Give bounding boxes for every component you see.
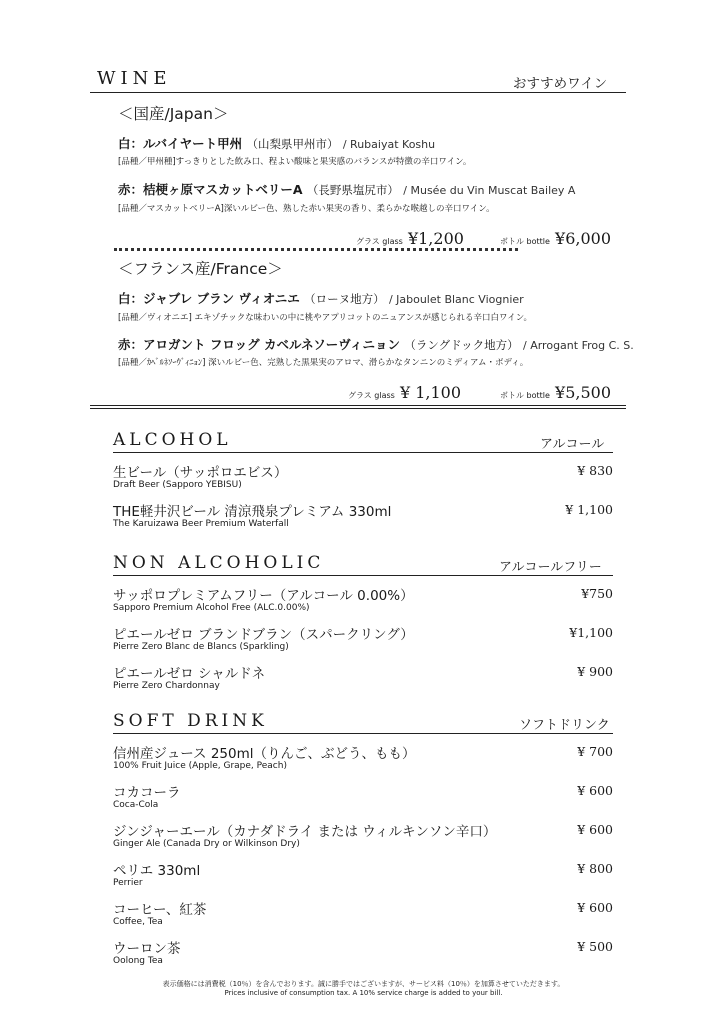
glass-price: ¥ 1,100 bbox=[399, 383, 462, 402]
wine-name: 白：ジャブレ ブラン ヴィオニエ bbox=[118, 291, 300, 306]
menu-item-name: コーヒー、紅茶 bbox=[113, 902, 207, 918]
menu-item-price: ¥ 500 bbox=[577, 939, 613, 954]
non-alcoholic-divider bbox=[113, 575, 613, 576]
menu-item-en: Pierre Zero Blanc de Blancs (Sparkling) bbox=[113, 642, 289, 652]
menu-item-en: Ginger Ale (Canada Dry or Wilkinson Dry) bbox=[113, 839, 300, 849]
wine-desc: [品種／甲州種]すっきりとした飲み口、程よい酸味と果実感のバランスが特徴の辛口ワイン。 bbox=[118, 157, 472, 167]
section-divider bbox=[90, 408, 626, 409]
menu-item-en: Pierre Zero Chardonnay bbox=[113, 681, 220, 691]
japan-heading: ＜国産/Japan＞ bbox=[118, 105, 229, 123]
soft-drink-subtitle: ソフトドリンク bbox=[519, 718, 610, 733]
wine-region: （ローヌ地方） bbox=[304, 292, 385, 306]
menu-item-price: ¥750 bbox=[581, 586, 613, 601]
menu-item-name: ピエールゼロ シャルドネ bbox=[113, 666, 266, 682]
menu-item-price: ¥ 600 bbox=[577, 900, 613, 915]
menu-item-name: コカコーラ bbox=[113, 785, 181, 801]
wine-name: 白：ルバイヤート甲州 bbox=[118, 136, 243, 151]
bottle-label: ボトル bottle bbox=[500, 237, 550, 246]
menu-item-name: 信州産ジュース 250ml（りんご、ぶどう、もも） bbox=[113, 746, 416, 762]
glass-price: ¥1,200 bbox=[407, 229, 464, 248]
bottle-price: ¥6,000 bbox=[555, 229, 612, 248]
menu-item-name: サッポロプレミアムフリー（アルコール 0.00%） bbox=[113, 588, 414, 604]
menu-item-en: Coca-Cola bbox=[113, 800, 159, 810]
japan-bottle-row bbox=[500, 229, 611, 248]
non-alcoholic-subtitle: アルコールフリー bbox=[499, 560, 602, 575]
menu-item-name: ペリエ 330ml bbox=[113, 863, 201, 879]
dotted-divider bbox=[114, 248, 518, 251]
alcohol-title: ALCOHOL bbox=[113, 430, 232, 450]
wine-divider bbox=[90, 92, 626, 93]
menu-item-en: Draft Beer (Sapporo YEBISU) bbox=[113, 480, 242, 490]
wine-item-rubaiyat bbox=[118, 134, 435, 152]
menu-item-price: ¥ 800 bbox=[577, 861, 613, 876]
menu-item-en: Sapporo Premium Alcohol Free (ALC.0.00%) bbox=[113, 603, 310, 613]
menu-item-price: ¥ 900 bbox=[577, 664, 613, 679]
menu-item-price: ¥ 700 bbox=[577, 744, 613, 759]
wine-name-en: / Musée du Vin Muscat Bailey A bbox=[403, 184, 576, 197]
wine-region: （山梨県甲州市） bbox=[246, 137, 339, 151]
france-price-row bbox=[348, 383, 461, 402]
wine-desc: [品種／ｶﾍﾞﾙﾈｿｰｳﾞｨﾆｮﾝ] 深いルビー色、完熟した黒果実のアロマ、滑らかなタンニンのミディアム・ボディ。 bbox=[118, 358, 529, 368]
menu-item-name: 生ビール（サッポロエビス） bbox=[113, 465, 288, 481]
wine-region: （長野県塩尻市） bbox=[306, 183, 399, 197]
menu-item-en: Perrier bbox=[113, 878, 143, 888]
bottle-price: ¥5,500 bbox=[555, 383, 612, 402]
wine-item-arrogant-frog bbox=[118, 335, 634, 353]
menu-item-en: The Karuizawa Beer Premium Waterfall bbox=[113, 519, 289, 529]
menu-item-price: ¥ 600 bbox=[577, 783, 613, 798]
menu-item-price: ¥1,100 bbox=[569, 625, 613, 640]
menu-item-name: ウーロン茶 bbox=[113, 941, 181, 957]
footer-note-jp: 表示価格には消費税（10％）を含んでおります。誠に勝手ではございますが、サービス料（10％）を加算させていただきます。 bbox=[162, 980, 565, 988]
alcohol-divider bbox=[113, 452, 613, 453]
france-bottle-row bbox=[500, 383, 611, 402]
menu-item-price: ¥ 1,100 bbox=[565, 502, 613, 517]
menu-item-en: 100% Fruit Juice (Apple, Grape, Peach) bbox=[113, 761, 287, 771]
menu-item-price: ¥ 600 bbox=[577, 822, 613, 837]
glass-label: グラス glass bbox=[348, 391, 395, 400]
wine-subtitle: おすすめワイン bbox=[513, 76, 608, 92]
menu-item-price: ¥ 830 bbox=[577, 463, 613, 478]
menu-item-name: ジンジャーエール（カナダドライ または ウィルキンソン辛口） bbox=[113, 824, 497, 840]
menu-item-name: ピエールゼロ ブランドブラン（スパークリング） bbox=[113, 627, 414, 643]
wine-region: （ラングドック地方） bbox=[404, 338, 519, 352]
alcohol-subtitle: アルコール bbox=[540, 437, 605, 452]
section-divider bbox=[90, 405, 626, 406]
wine-item-viognier bbox=[118, 289, 524, 307]
non-alcoholic-title: NON ALCOHOLIC bbox=[113, 553, 325, 573]
glass-label: グラス glass bbox=[356, 237, 403, 246]
wine-name-en: / Rubaiyat Koshu bbox=[342, 138, 436, 151]
wine-name-en: / Jaboulet Blanc Viognier bbox=[388, 293, 524, 306]
menu-item-en: Coffee, Tea bbox=[113, 917, 163, 927]
france-heading: ＜フランス産/France＞ bbox=[118, 260, 283, 278]
soft-drink-divider bbox=[113, 733, 613, 734]
wine-name-en: / Arrogant Frog C. S. bbox=[523, 339, 634, 352]
soft-drink-title: SOFT DRINK bbox=[113, 711, 268, 731]
menu-item-en: Oolong Tea bbox=[113, 956, 163, 966]
wine-name: 赤：桔梗ヶ原マスカットベリーA bbox=[118, 182, 303, 197]
wine-name: 赤：アロガント フロッグ カベルネソーヴィニョン bbox=[118, 337, 400, 352]
menu-item-name: THE軽井沢ビール 清涼飛泉プレミアム 330ml bbox=[113, 504, 392, 520]
wine-desc: [品種／マスカットベリーA]深いルビー色、熟した赤い果実の香り、柔らかな喉越しの辛口ワイン。 bbox=[118, 204, 495, 214]
bottle-label: ボトル bottle bbox=[500, 391, 550, 400]
wine-title: WINE bbox=[97, 68, 172, 89]
japan-price-row bbox=[356, 229, 464, 248]
wine-desc: [品種／ヴィオニエ] エキゾチックな味わいの中に桃やアプリコットのニュアンスが感じられる辛口白ワイン。 bbox=[118, 313, 533, 323]
footer-note-en: Prices inclusive of consumption tax. A 10% service charge is added to your bill. bbox=[224, 989, 503, 997]
wine-item-muscat bbox=[118, 180, 575, 198]
